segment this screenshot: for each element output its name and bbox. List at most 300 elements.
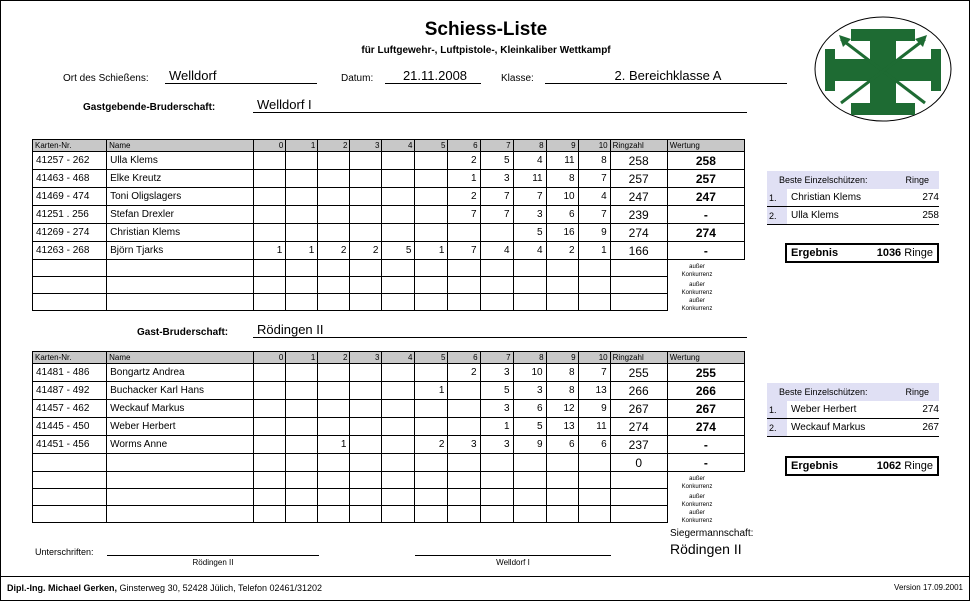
table-cell[interactable] [254, 472, 286, 489]
table-row [33, 418, 745, 436]
table-cell[interactable]: 10 [546, 188, 578, 206]
table-cell[interactable] [350, 364, 382, 382]
table-cell[interactable] [350, 382, 382, 400]
table-cell[interactable] [350, 454, 382, 472]
table-cell[interactable] [350, 506, 382, 523]
table-cell[interactable] [578, 294, 610, 311]
table-cell[interactable] [415, 364, 448, 382]
table-cell[interactable] [448, 294, 480, 311]
table-cell[interactable]: 4 [513, 152, 546, 170]
table-cell[interactable] [33, 489, 107, 506]
table-cell[interactable] [513, 294, 546, 311]
table-cell[interactable] [286, 400, 318, 418]
table-cell[interactable] [350, 436, 382, 454]
table-cell[interactable] [448, 260, 480, 277]
table-cell[interactable] [610, 260, 667, 277]
table-cell[interactable] [318, 418, 350, 436]
table-cell[interactable] [350, 294, 382, 311]
table-cell[interactable] [480, 277, 513, 294]
home-best-shooters [767, 171, 939, 225]
table-cell[interactable]: 258 [667, 152, 744, 170]
table-cell[interactable] [382, 506, 415, 523]
table-cell[interactable]: 3 [480, 364, 513, 382]
table-cell[interactable] [286, 224, 318, 242]
table-cell[interactable] [350, 152, 382, 170]
table-cell[interactable]: 8 [546, 382, 578, 400]
ausser-konkurrenz-note: außer Konkurrenz [681, 282, 713, 296]
table-cell[interactable]: 5 [513, 224, 546, 242]
table-cell[interactable]: 12 [546, 400, 578, 418]
table-cell[interactable] [254, 188, 286, 206]
table-cell[interactable]: Weber Herbert [107, 418, 254, 436]
table-cell[interactable]: 7 [480, 188, 513, 206]
table-cell[interactable] [33, 472, 107, 489]
table-cell[interactable] [254, 364, 286, 382]
table-cell[interactable] [33, 277, 107, 294]
table-cell[interactable]: Toni Oligslagers [107, 188, 254, 206]
table-cell[interactable]: 2 [318, 242, 350, 260]
table-cell[interactable] [513, 260, 546, 277]
table-cell[interactable] [318, 364, 350, 382]
table-cell[interactable] [254, 206, 286, 224]
table-cell[interactable] [33, 294, 107, 311]
table-row [33, 206, 745, 224]
table-cell[interactable]: 237 [610, 436, 667, 454]
table-cell[interactable] [254, 436, 286, 454]
table-cell[interactable]: 8 [546, 170, 578, 188]
table-cell[interactable]: Björn Tjarks [107, 242, 254, 260]
table-cell[interactable] [546, 472, 578, 489]
table-cell[interactable] [286, 418, 318, 436]
empty-row [33, 472, 745, 489]
table-cell[interactable]: 274 [610, 418, 667, 436]
table-cell[interactable]: 274 [610, 224, 667, 242]
table-cell[interactable] [350, 489, 382, 506]
table-cell[interactable] [578, 489, 610, 506]
table-cell[interactable]: 2 [448, 188, 480, 206]
table-cell[interactable]: 9 [578, 224, 610, 242]
table-cell[interactable] [254, 418, 286, 436]
table-cell[interactable]: 267 [667, 400, 744, 418]
table-cell[interactable] [286, 294, 318, 311]
table-cell[interactable] [480, 294, 513, 311]
table-cell[interactable] [318, 294, 350, 311]
table-cell[interactable] [286, 188, 318, 206]
table-cell[interactable]: 2 [546, 242, 578, 260]
table-cell[interactable] [254, 454, 286, 472]
table-cell[interactable] [254, 260, 286, 277]
table-cell[interactable] [318, 400, 350, 418]
table-cell[interactable] [448, 489, 480, 506]
table-cell[interactable] [448, 506, 480, 523]
table-cell[interactable] [33, 506, 107, 523]
table-cell[interactable] [513, 454, 546, 472]
table-cell[interactable] [415, 224, 448, 242]
table-cell[interactable]: 1 [578, 242, 610, 260]
table-cell[interactable] [578, 277, 610, 294]
table-cell[interactable] [415, 170, 448, 188]
table-cell[interactable]: 7 [513, 188, 546, 206]
column-header: 10 [578, 140, 610, 152]
table-cell[interactable] [415, 294, 448, 311]
table-cell[interactable] [318, 206, 350, 224]
home-team-label: Gastgebende-Bruderschaft: [83, 102, 216, 113]
table-cell[interactable]: 11 [546, 152, 578, 170]
table-cell[interactable]: - [667, 206, 744, 224]
column-header: 5 [415, 352, 448, 364]
table-cell[interactable]: 239 [610, 206, 667, 224]
table-cell[interactable] [480, 224, 513, 242]
table-cell[interactable]: 247 [610, 188, 667, 206]
table-cell[interactable] [254, 382, 286, 400]
table-cell[interactable] [415, 489, 448, 506]
table-cell[interactable] [415, 206, 448, 224]
table-cell[interactable] [415, 454, 448, 472]
table-cell[interactable]: 4 [513, 242, 546, 260]
klasse-field[interactable]: 2. Bereichklasse A [545, 69, 787, 84]
table-cell[interactable]: 41269 - 274 [33, 224, 107, 242]
table-cell[interactable] [107, 260, 254, 277]
table-cell[interactable] [318, 188, 350, 206]
table-cell[interactable]: 41451 - 456 [33, 436, 107, 454]
table-cell[interactable] [107, 277, 254, 294]
table-cell[interactable]: 41469 - 474 [33, 188, 107, 206]
table-cell[interactable]: 1 [480, 418, 513, 436]
table-cell[interactable] [415, 506, 448, 523]
table-cell[interactable] [318, 382, 350, 400]
table-cell[interactable]: 16 [546, 224, 578, 242]
table-cell[interactable] [382, 400, 415, 418]
table-cell[interactable]: 6 [513, 400, 546, 418]
table-cell[interactable] [286, 260, 318, 277]
table-cell[interactable] [382, 206, 415, 224]
column-header: 8 [513, 352, 546, 364]
datum-label: Datum: [341, 73, 374, 84]
table-cell[interactable] [33, 454, 107, 472]
table-cell[interactable]: 8 [578, 152, 610, 170]
guest-team-field[interactable]: Rödingen II [253, 323, 747, 338]
table-cell[interactable] [286, 382, 318, 400]
table-cell[interactable]: 2 [350, 242, 382, 260]
table-cell[interactable]: 1 [415, 242, 448, 260]
table-cell[interactable] [382, 170, 415, 188]
column-header: 10 [578, 352, 610, 364]
table-cell[interactable] [578, 260, 610, 277]
table-cell[interactable] [318, 472, 350, 489]
table-cell[interactable]: 266 [610, 382, 667, 400]
table-cell[interactable] [254, 170, 286, 188]
table-cell[interactable]: 5 [480, 382, 513, 400]
table-cell[interactable] [350, 277, 382, 294]
table-cell[interactable] [286, 436, 318, 454]
table-cell[interactable] [382, 260, 415, 277]
table-cell[interactable] [480, 506, 513, 523]
table-cell[interactable] [610, 506, 667, 523]
table-cell[interactable] [513, 472, 546, 489]
table-cell[interactable]: 7 [578, 206, 610, 224]
winner-label: Siegermannschaft: [670, 528, 754, 539]
table-cell[interactable] [254, 294, 286, 311]
table-cell[interactable] [415, 188, 448, 206]
ort-label: Ort des Schießens: [63, 73, 149, 84]
table-cell[interactable] [382, 489, 415, 506]
table-cell[interactable] [350, 472, 382, 489]
table-cell[interactable]: 3 [448, 436, 480, 454]
table-cell[interactable] [318, 170, 350, 188]
table-cell[interactable] [415, 400, 448, 418]
table-cell[interactable]: 41263 - 268 [33, 242, 107, 260]
table-cell[interactable] [107, 489, 254, 506]
table-cell[interactable]: Worms Anne [107, 436, 254, 454]
table-cell[interactable] [286, 277, 318, 294]
table-cell[interactable] [610, 294, 667, 311]
table-row [33, 400, 745, 418]
table-cell[interactable] [318, 224, 350, 242]
table-cell[interactable] [254, 400, 286, 418]
table-cell[interactable]: 1 [286, 242, 318, 260]
table-cell[interactable]: 9 [513, 436, 546, 454]
signature-line-guest[interactable]: Rödingen II [107, 555, 319, 567]
best-shooter-row: 2. Weckauf Markus 267 [767, 419, 939, 437]
table-cell[interactable] [286, 206, 318, 224]
table-cell[interactable]: 8 [546, 364, 578, 382]
table-cell[interactable] [318, 277, 350, 294]
table-cell[interactable]: 255 [610, 364, 667, 382]
table-cell[interactable]: - [667, 242, 744, 260]
table-cell[interactable] [480, 489, 513, 506]
table-cell[interactable] [448, 400, 480, 418]
column-header: 2 [318, 352, 350, 364]
column-header: 3 [350, 352, 382, 364]
table-cell[interactable]: 4 [578, 188, 610, 206]
table-cell[interactable] [318, 506, 350, 523]
table-cell[interactable]: 9 [578, 400, 610, 418]
table-cell[interactable]: 3 [513, 382, 546, 400]
table-cell[interactable] [286, 170, 318, 188]
table-cell[interactable]: 1 [318, 436, 350, 454]
table-cell[interactable] [254, 224, 286, 242]
table-cell[interactable]: 1 [254, 242, 286, 260]
table-cell[interactable] [480, 454, 513, 472]
table-cell[interactable]: Elke Kreutz [107, 170, 254, 188]
table-cell[interactable] [480, 472, 513, 489]
table-cell[interactable]: 11 [513, 170, 546, 188]
table-cell[interactable]: 266 [667, 382, 744, 400]
table-cell[interactable] [318, 454, 350, 472]
table-cell[interactable]: 274 [667, 224, 744, 242]
table-cell[interactable]: 41445 - 450 [33, 418, 107, 436]
table-cell[interactable]: 267 [610, 400, 667, 418]
datum-field[interactable]: 21.11.2008 [385, 69, 481, 84]
table-cell[interactable] [382, 277, 415, 294]
table-cell[interactable]: 41257 - 262 [33, 152, 107, 170]
table-cell[interactable] [578, 506, 610, 523]
table-cell[interactable] [513, 506, 546, 523]
table-cell[interactable]: 5 [513, 418, 546, 436]
ort-field[interactable]: Welldorf [165, 69, 317, 84]
table-cell[interactable]: 1 [448, 170, 480, 188]
table-cell[interactable] [546, 489, 578, 506]
table-cell[interactable] [546, 260, 578, 277]
table-cell[interactable]: 3 [480, 170, 513, 188]
table-cell[interactable] [286, 454, 318, 472]
table-cell[interactable]: 274 [667, 418, 744, 436]
table-cell[interactable]: 4 [480, 242, 513, 260]
table-cell[interactable] [286, 152, 318, 170]
table-cell[interactable] [382, 364, 415, 382]
table-cell[interactable]: 258 [610, 152, 667, 170]
table-cell[interactable] [286, 472, 318, 489]
table-cell[interactable]: 166 [610, 242, 667, 260]
table-cell[interactable] [107, 506, 254, 523]
ausser-konkurrenz-note: außer Konkurrenz [681, 510, 713, 524]
empty-row [33, 506, 745, 523]
signature-line-home[interactable]: Welldorf I [415, 555, 611, 567]
table-cell[interactable] [382, 294, 415, 311]
table-cell[interactable] [415, 277, 448, 294]
table-cell[interactable]: 257 [610, 170, 667, 188]
table-cell[interactable] [448, 454, 480, 472]
table-cell[interactable] [448, 418, 480, 436]
table-cell[interactable] [254, 152, 286, 170]
table-cell[interactable] [415, 472, 448, 489]
table-cell[interactable] [382, 472, 415, 489]
table-cell[interactable]: 3 [480, 436, 513, 454]
table-cell[interactable] [107, 472, 254, 489]
best-unit: Ringe [905, 175, 929, 185]
table-cell[interactable] [382, 188, 415, 206]
table-cell[interactable]: 6 [546, 206, 578, 224]
empty-row [33, 489, 745, 506]
table-cell[interactable] [318, 489, 350, 506]
table-cell[interactable] [286, 364, 318, 382]
table-cell[interactable] [578, 454, 610, 472]
table-cell[interactable] [382, 436, 415, 454]
table-cell[interactable]: 13 [578, 382, 610, 400]
table-cell[interactable] [107, 454, 254, 472]
table-cell[interactable] [350, 188, 382, 206]
table-cell[interactable] [480, 260, 513, 277]
table-cell[interactable] [448, 382, 480, 400]
table-cell[interactable]: - [667, 436, 744, 454]
table-cell[interactable] [254, 489, 286, 506]
table-cell[interactable] [448, 224, 480, 242]
table-cell[interactable]: 5 [480, 152, 513, 170]
table-cell[interactable] [546, 454, 578, 472]
table-cell[interactable] [610, 489, 667, 506]
table-row [33, 242, 745, 260]
table-cell[interactable]: 0 [610, 454, 667, 472]
home-team-field[interactable]: Welldorf I [253, 98, 747, 113]
table-cell[interactable]: - [667, 454, 744, 472]
table-cell[interactable] [610, 277, 667, 294]
table-cell[interactable] [513, 489, 546, 506]
column-header: 8 [513, 140, 546, 152]
table-row [33, 382, 745, 400]
table-cell[interactable] [350, 400, 382, 418]
table-cell[interactable] [254, 506, 286, 523]
table-cell[interactable]: 41487 - 492 [33, 382, 107, 400]
table-cell[interactable] [382, 454, 415, 472]
table-cell[interactable]: 7 [578, 364, 610, 382]
table-cell[interactable] [382, 382, 415, 400]
table-cell[interactable] [578, 472, 610, 489]
table-cell[interactable] [350, 260, 382, 277]
table-cell[interactable]: 2 [448, 152, 480, 170]
table-cell[interactable] [350, 170, 382, 188]
table-cell[interactable]: Bongartz Andrea [107, 364, 254, 382]
guest-result [785, 456, 939, 476]
table-cell[interactable]: Weckauf Markus [107, 400, 254, 418]
table-cell[interactable] [350, 224, 382, 242]
table-cell[interactable]: 41457 - 462 [33, 400, 107, 418]
table-cell[interactable] [350, 418, 382, 436]
table-cell[interactable]: 13 [546, 418, 578, 436]
table-cell[interactable] [415, 260, 448, 277]
table-cell[interactable] [415, 152, 448, 170]
table-cell[interactable] [382, 152, 415, 170]
table-cell[interactable]: 10 [513, 364, 546, 382]
ausser-konkurrenz-note: außer Konkurrenz [681, 264, 713, 278]
table-cell[interactable] [33, 260, 107, 277]
table-cell[interactable] [107, 294, 254, 311]
table-cell[interactable]: 41481 - 486 [33, 364, 107, 382]
result-label: Ergebnis [791, 247, 839, 259]
table-cell[interactable]: Stefan Drexler [107, 206, 254, 224]
table-cell[interactable]: Ulla Klems [107, 152, 254, 170]
table-cell[interactable]: 1 [415, 382, 448, 400]
table-cell[interactable] [448, 472, 480, 489]
table-cell[interactable] [546, 277, 578, 294]
table-cell[interactable]: 5 [382, 242, 415, 260]
table-cell[interactable] [286, 506, 318, 523]
table-cell[interactable]: 7 [578, 170, 610, 188]
table-cell[interactable]: 2 [415, 436, 448, 454]
table-cell[interactable]: 6 [546, 436, 578, 454]
table-cell[interactable] [513, 277, 546, 294]
empty-row [33, 260, 745, 277]
table-cell[interactable]: Buchacker Karl Hans [107, 382, 254, 400]
table-cell[interactable]: 41463 - 468 [33, 170, 107, 188]
table-cell[interactable]: 3 [513, 206, 546, 224]
table-cell[interactable]: 41251 . 256 [33, 206, 107, 224]
table-cell[interactable] [546, 294, 578, 311]
table-cell[interactable] [318, 152, 350, 170]
table-cell[interactable]: 7 [448, 206, 480, 224]
best-shooter-row: 2. Ulla Klems 258 [767, 207, 939, 225]
table-cell[interactable]: Christian Klems [107, 224, 254, 242]
table-cell[interactable] [286, 489, 318, 506]
table-cell[interactable]: 6 [578, 436, 610, 454]
table-cell[interactable] [382, 418, 415, 436]
table-cell[interactable]: 247 [667, 188, 744, 206]
table-cell[interactable]: 11 [578, 418, 610, 436]
table-cell[interactable]: 257 [667, 170, 744, 188]
table-cell[interactable] [546, 506, 578, 523]
table-cell[interactable] [382, 224, 415, 242]
table-cell[interactable] [254, 277, 286, 294]
table-cell[interactable] [350, 206, 382, 224]
table-cell[interactable]: 3 [480, 400, 513, 418]
table-cell[interactable] [448, 277, 480, 294]
table-cell[interactable]: 255 [667, 364, 744, 382]
table-cell[interactable]: 2 [448, 364, 480, 382]
table-cell[interactable]: 7 [480, 206, 513, 224]
table-cell[interactable] [415, 418, 448, 436]
table-cell[interactable] [610, 472, 667, 489]
table-cell[interactable]: 7 [448, 242, 480, 260]
table-cell[interactable] [318, 260, 350, 277]
